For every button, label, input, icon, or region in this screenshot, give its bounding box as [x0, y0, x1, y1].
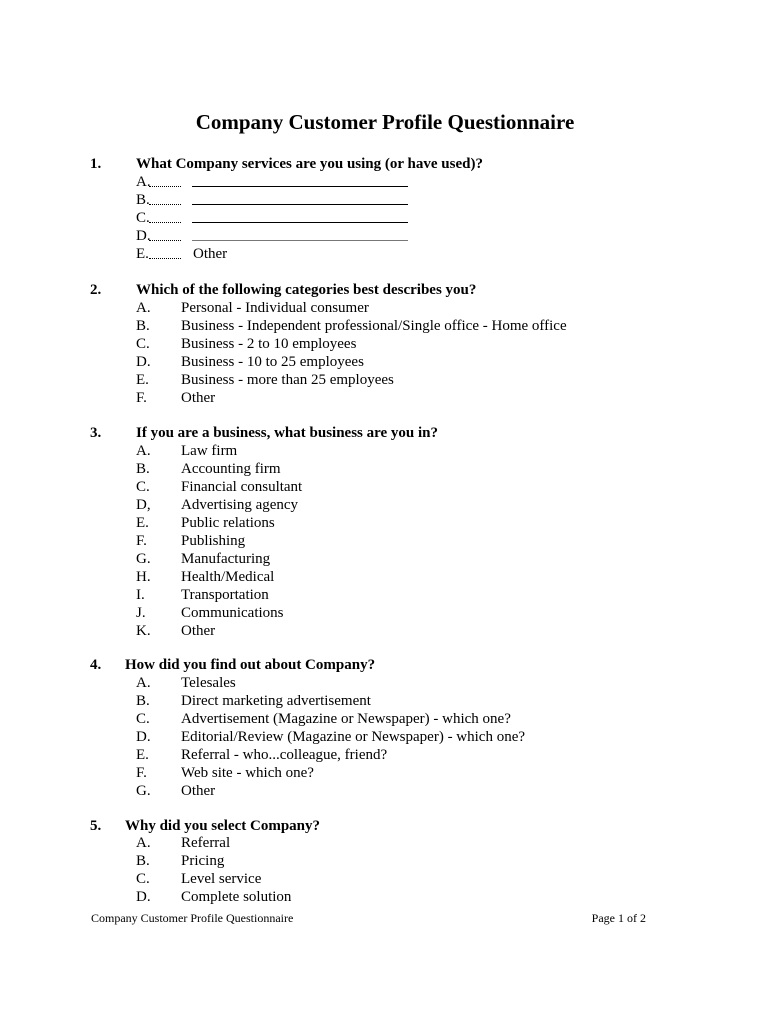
answer-blank-line[interactable]: [192, 204, 408, 205]
option-item: [0, 299, 770, 317]
option-label: Business - Independent professional/Single office - Home office: [181, 318, 567, 334]
document-title: Company Customer Profile Questionnaire: [195, 110, 575, 134]
option-item: [0, 371, 770, 389]
option-item: [0, 550, 770, 568]
option-letter: E.: [136, 747, 149, 763]
option-item: [0, 870, 770, 888]
option-label: Editorial/Review (Magazine or Newspaper) - which one?: [181, 729, 526, 745]
option-letter: A.: [136, 835, 151, 851]
option-item: [0, 604, 770, 622]
option-item: [0, 514, 770, 532]
question-number: 1.: [90, 156, 102, 172]
option-letter: E.: [136, 515, 149, 531]
option-letter: C.: [136, 871, 150, 887]
dotted-leader: [149, 222, 181, 223]
dotted-leader: [149, 186, 181, 187]
option-label: Complete solution: [181, 889, 292, 905]
option-label: Other: [181, 783, 216, 799]
option-item: [0, 692, 770, 710]
option-letter: F.: [136, 390, 147, 406]
answer-row-a: [0, 173, 770, 191]
option-label: Web site - which one?: [181, 765, 314, 781]
option-item: [0, 746, 770, 764]
option-letter: J.: [136, 605, 146, 621]
option-letter: B.: [136, 693, 150, 709]
question-text: How did you find out about Company?: [125, 657, 376, 673]
option-label: Health/Medical: [181, 569, 275, 585]
option-label: Publishing: [181, 533, 246, 549]
option-item: [0, 764, 770, 782]
question-text: Why did you select Company?: [125, 818, 321, 834]
footer-document-title: Company Customer Profile Questionnaire: [91, 911, 294, 925]
option-label: Direct marketing advertisement: [181, 693, 371, 709]
option-label: Advertisement (Magazine or Newspaper) - which one?: [181, 711, 511, 727]
option-label: Pricing: [181, 853, 225, 869]
option-label: Business - 2 to 10 employees: [181, 336, 357, 352]
question-text: If you are a business, what business are you in?: [136, 425, 439, 441]
option-letter: E.: [136, 372, 149, 388]
option-item: [0, 496, 770, 514]
question-text: What Company services are you using (or have used)?: [136, 156, 483, 172]
option-letter: F.: [136, 765, 147, 781]
answer-row-b: [0, 191, 770, 209]
option-item: [0, 710, 770, 728]
option-letter: E.: [136, 246, 149, 262]
option-letter: C.: [136, 336, 150, 352]
option-item: [0, 442, 770, 460]
option-letter: B.: [136, 853, 150, 869]
option-label: Transportation: [181, 587, 269, 603]
answer-row-c: [0, 209, 770, 227]
option-label: Other: [193, 246, 228, 262]
dotted-leader: [149, 240, 181, 241]
option-label: Other: [181, 623, 216, 639]
option-label: Financial consultant: [181, 479, 303, 495]
option-item: [0, 389, 770, 407]
option-letter: C.: [136, 210, 150, 226]
option-letter: A.: [136, 174, 151, 190]
option-label: Communications: [181, 605, 284, 621]
option-item: [0, 335, 770, 353]
answer-blank-line[interactable]: [192, 186, 408, 187]
option-letter: G.: [136, 783, 151, 799]
option-label: Manufacturing: [181, 551, 271, 567]
option-item: [0, 478, 770, 496]
question-number: 5.: [90, 818, 102, 834]
option-letter: G.: [136, 551, 151, 567]
answer-row-e: [0, 245, 770, 263]
question-number: 2.: [90, 282, 102, 298]
option-item: [0, 674, 770, 692]
option-label: Personal - Individual consumer: [181, 300, 369, 316]
question-number: 3.: [90, 425, 102, 441]
option-label: Referral - who...colleague, friend?: [181, 747, 388, 763]
dotted-leader: [149, 258, 181, 259]
option-letter: A.: [136, 675, 151, 691]
option-letter: A.: [136, 443, 151, 459]
option-item: [0, 782, 770, 800]
option-item: [0, 460, 770, 478]
option-letter: C.: [136, 711, 150, 727]
option-label: Other: [181, 390, 216, 406]
option-item: [0, 317, 770, 335]
option-letter: D,: [136, 497, 151, 513]
option-item: [0, 852, 770, 870]
option-letter: D.: [136, 889, 151, 905]
dotted-leader: [149, 204, 181, 205]
option-label: Public relations: [181, 515, 275, 531]
option-label: Law firm: [181, 443, 238, 459]
option-letter: B.: [136, 461, 150, 477]
question-number: 4.: [90, 657, 102, 673]
option-letter: K.: [136, 623, 151, 639]
option-letter: D.: [136, 729, 151, 745]
answer-blank-line[interactable]: [192, 222, 408, 223]
option-letter: I.: [136, 587, 145, 603]
option-item: [0, 888, 770, 906]
option-label: Business - more than 25 employees: [181, 372, 394, 388]
option-letter: C.: [136, 479, 150, 495]
question-text: Which of the following categories best describes you?: [136, 282, 477, 298]
option-letter: A.: [136, 300, 151, 316]
option-item: [0, 834, 770, 852]
option-label: Business - 10 to 25 employees: [181, 354, 364, 370]
option-label: Referral: [181, 835, 231, 851]
option-letter: D.: [136, 228, 151, 244]
option-letter: D.: [136, 354, 151, 370]
option-label: Level service: [181, 871, 262, 887]
option-label: Telesales: [181, 675, 236, 691]
answer-row-d: [0, 227, 770, 245]
option-letter: B.: [136, 318, 150, 334]
option-item: [0, 532, 770, 550]
option-letter: F.: [136, 533, 147, 549]
option-item: [0, 622, 770, 640]
option-item: [0, 353, 770, 371]
option-item: [0, 568, 770, 586]
option-item: [0, 728, 770, 746]
option-letter: B.: [136, 192, 150, 208]
option-label: Accounting firm: [181, 461, 281, 477]
option-label: Advertising agency: [181, 497, 299, 513]
option-letter: H.: [136, 569, 151, 585]
option-item: [0, 586, 770, 604]
page-number: Page 1 of 2: [591, 911, 646, 925]
answer-blank-line[interactable]: [192, 240, 408, 241]
